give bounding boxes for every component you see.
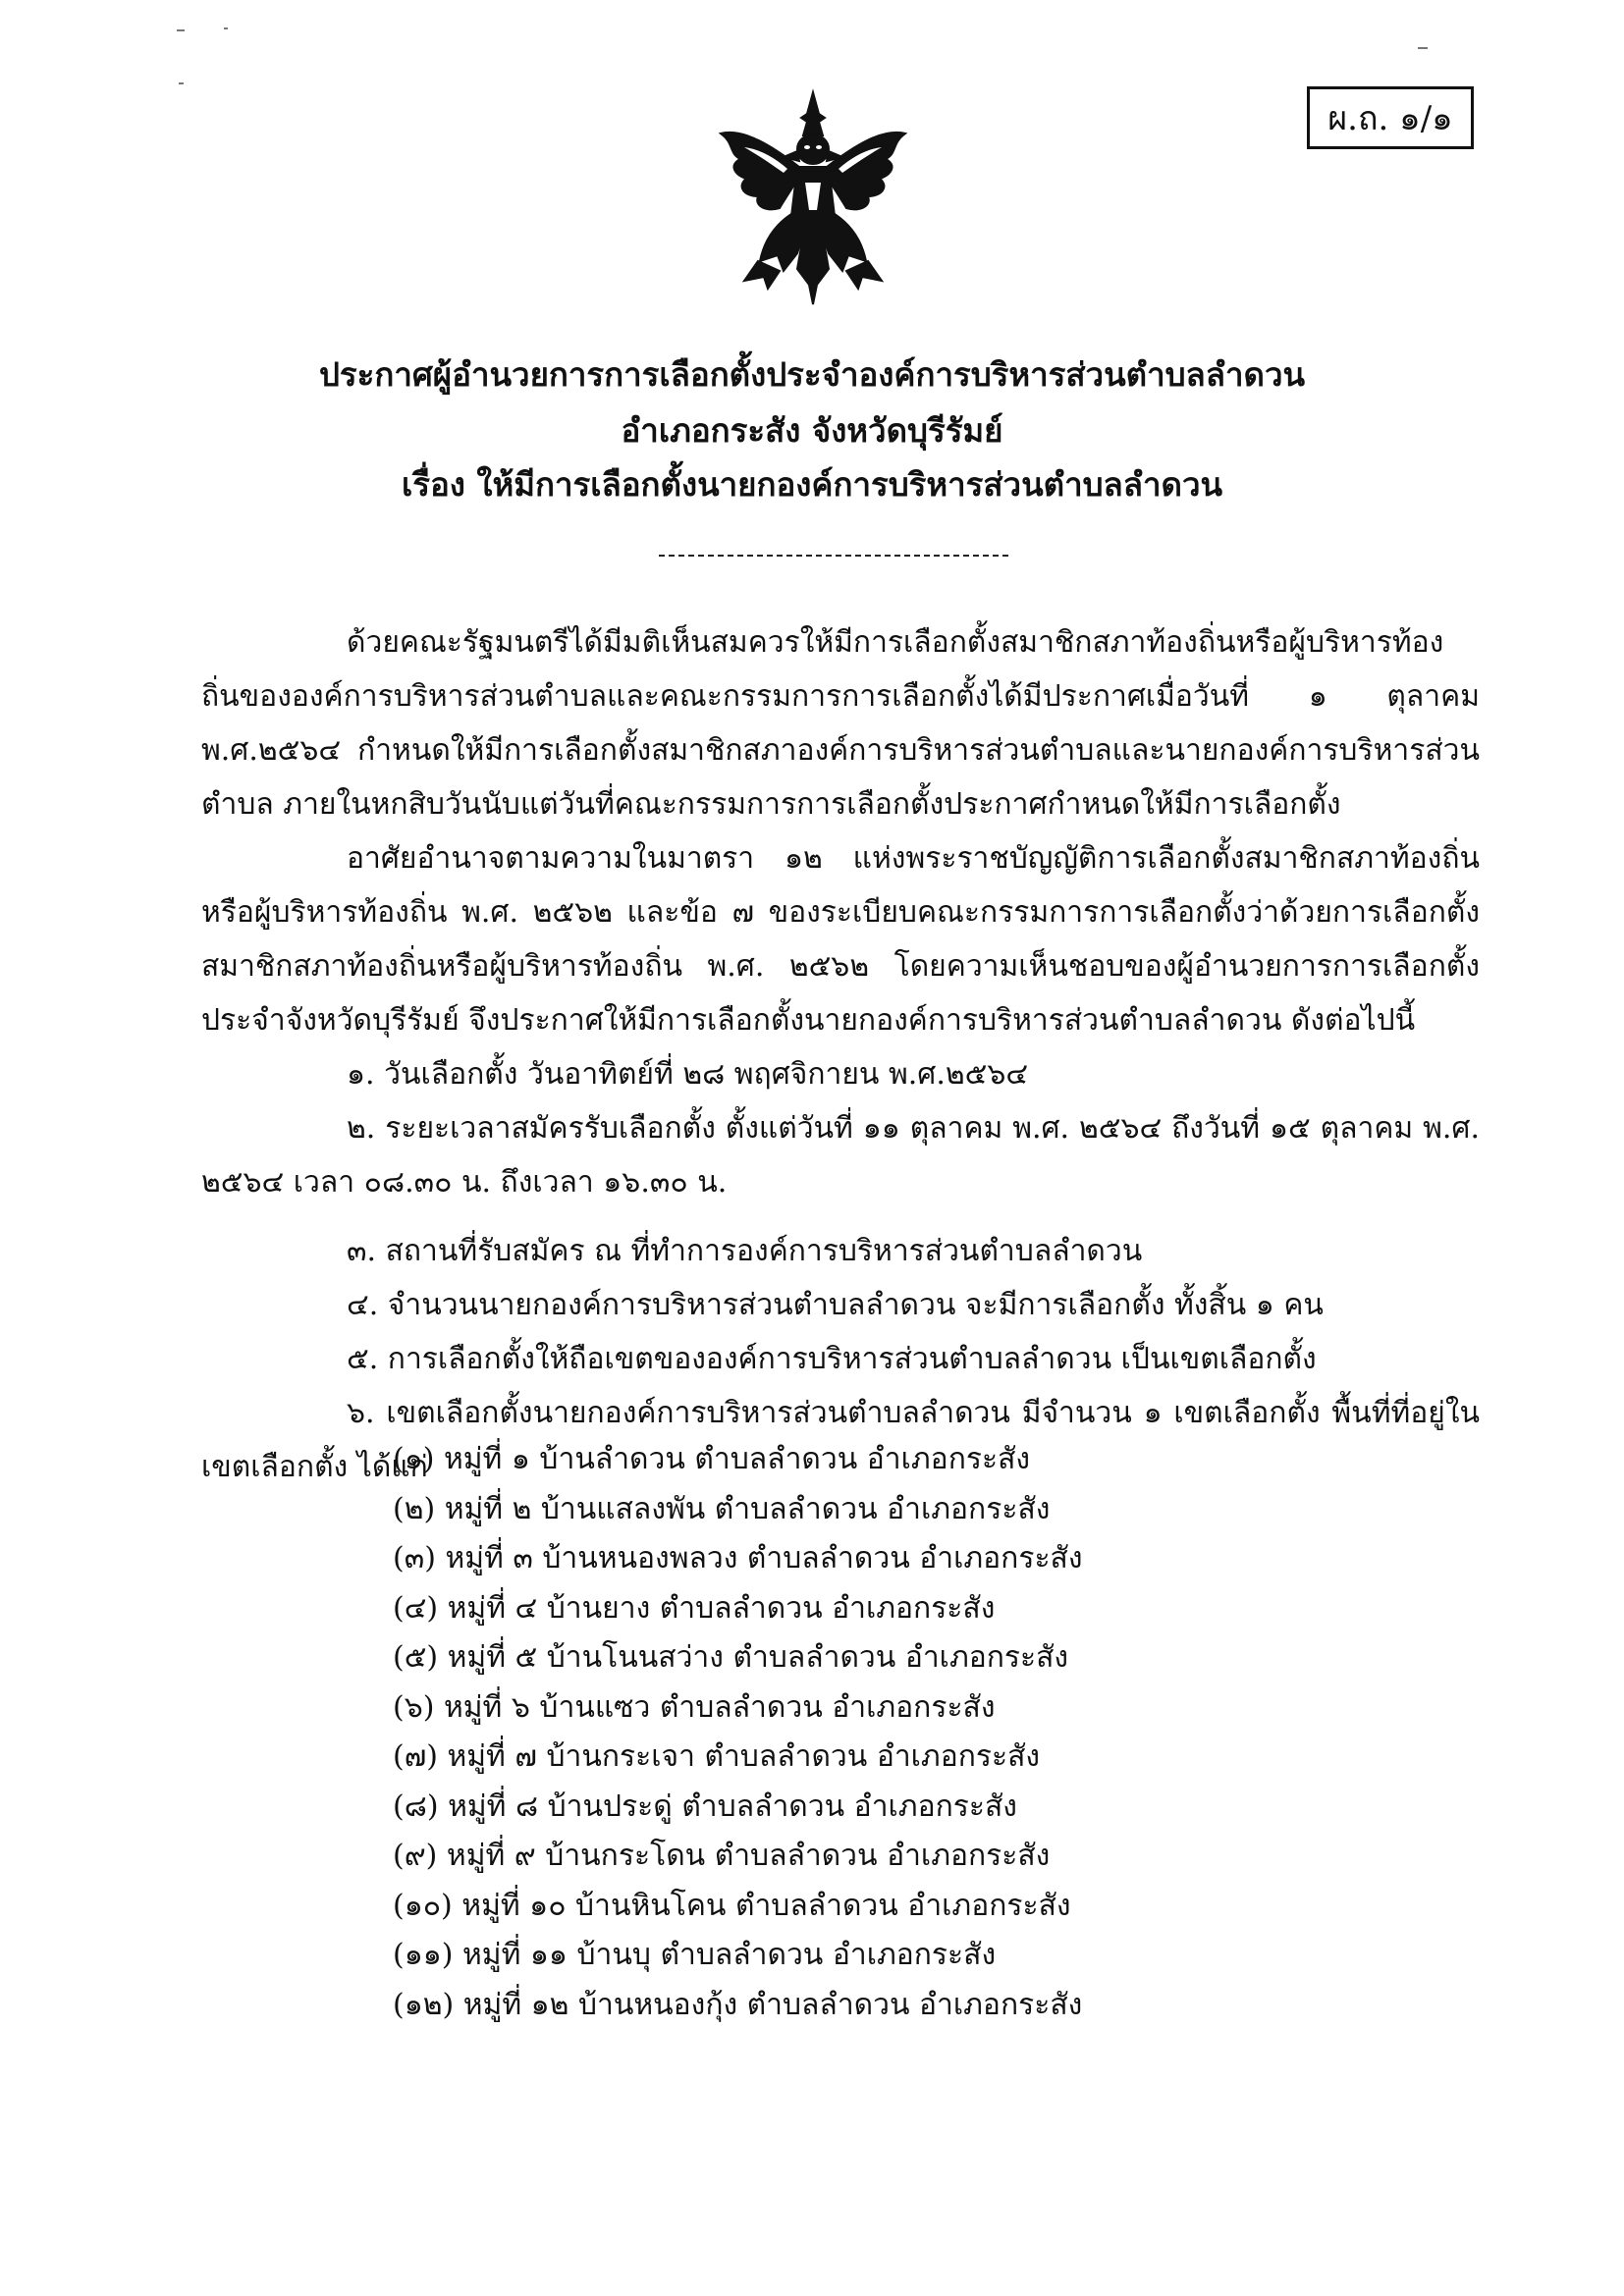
scan-speck [179,82,184,84]
list-item: (๙) หมู่ที่ ๙ บ้านกระโดน ตำบลลำดวน อำเภอกระสัง [393,1839,1051,1873]
item-constituency: ๕. การเลือกตั้งให้ถือเขตขององค์การบริหารส่วนตำบลลำดวน เป็นเขตเลือกตั้ง [347,1342,1317,1376]
list-item: (๒) หมู่ที่ ๒ บ้านแสลงพัน ตำบลลำดวน อำเภอกระสัง [393,1491,1051,1526]
form-code: ผ.ถ. ๑/๑ [1327,99,1453,138]
list-item: (๔) หมู่ที่ ๔ บ้านยาง ตำบลลำดวน อำเภอกระสัง [393,1590,996,1626]
list-item: (๑๐) หมู่ที่ ๑๐ บ้านหินโคน ตำบลลำดวน อำเภอกระสัง [393,1888,1071,1923]
list-item: (๗) หมู่ที่ ๗ บ้านกระเจา ตำบลลำดวน อำเภอกระสัง [393,1739,1041,1774]
scan-speck [1418,47,1428,49]
item-constituency-areas: ๖. เขตเลือกตั้งนายกองค์การบริหารส่วนตำบลลำดวน มีจำนวน ๑ เขตเลือกตั้ง พื้นที่ที่อยู่ในเขตเลือกตั้ง ได้แก่ [201,1396,1480,1484]
garuda-emblem-icon [715,88,911,306]
item-election-date: ๑. วันเลือกตั้ง วันอาทิตย์ที่ ๒๘ พฤศจิกายน พ.ศ.๒๕๖๔ [347,1057,1029,1092]
announcement-body [201,615,1480,1494]
item-application-location: ๓. สถานที่รับสมัคร ณ ที่ทำการองค์การบริหารส่วนตำบลลำดวน [347,1234,1143,1268]
preamble-paragraph: ด้วยคณะรัฐมนตรีได้มีมติเห็นสมควรให้มีการเลือกตั้งสมาชิกสภาท้องถิ่นหรือผู้บริหารท้องถิ่นขององค์การบริหารส่วนตำบลและคณะกรรมการการเลือกตั้งได้มีประกาศเมื่อวันที่ ๑ ตุลาคม พ.ศ.๒๕๖๔ กำหนดให้มีการเลือกตั้งสมาชิกสภาองค์การบริหารส่วนตำบลและนายกองค์การบริหารส่วนตำบล ภายในหกสิบวันนับแต่วันที่คณะกรรมการการเลือกตั้งประกาศกำหนดให้มีการเลือกตั้ง [201,625,1480,822]
scan-speck [177,29,185,31]
announcement-title-line2: อำเภอกระสัง จังหวัดบุรีรัมย์ [621,411,1003,450]
list-item: (๖) หมู่ที่ ๖ บ้านแซว ตำบลลำดวน อำเภอกระสัง [393,1689,996,1725]
item-application-period: ๒. ระยะเวลาสมัครรับเลือกตั้ง ตั้งแต่วันที่ ๑๑ ตุลาคม พ.ศ. ๒๕๖๔ ถึงวันที่ ๑๕ ตุลาคม พ.ศ. ๒๕๖๔ เวลา ๐๘.๓๐ น. ถึงเวลา ๑๖.๓๐ น. [201,1111,1480,1200]
list-item: (๕) หมู่ที่ ๕ บ้านโนนสว่าง ตำบลลำดวน อำเภอกระสัง [393,1640,1069,1675]
item-number-of-positions: ๔. จำนวนนายกองค์การบริหารส่วนตำบลลำดวน จะมีการเลือกตั้ง ทั้งสิ้น ๑ คน [347,1288,1324,1322]
announcement-title-line1: ประกาศผู้อำนวยการการเลือกตั้งประจำองค์การบริหารส่วนตำบลลำดวน [318,355,1306,394]
list-item: (๘) หมู่ที่ ๘ บ้านประดู่ ตำบลลำดวน อำเภอกระสัง [393,1789,1017,1824]
scan-speck [224,27,228,29]
list-item: (๓) หมู่ที่ ๓ บ้านหนองพลวง ตำบลลำดวน อำเภอกระสัง [393,1541,1083,1575]
list-item: (๑) หมู่ที่ ๑ บ้านลำดวน ตำบลลำดวน อำเภอกระสัง [393,1442,1031,1476]
form-code-box [1307,86,1474,149]
village-list [393,1435,1473,2030]
list-item: (๑๒) หมู่ที่ ๑๒ บ้านหนองกุ้ง ตำบลลำดวน อำเภอกระสัง [393,1987,1083,2022]
title-divider [659,555,1008,557]
authority-paragraph: อาศัยอำนาจตามความในมาตรา ๑๒ แห่งพระราชบัญญัติการเลือกตั้งสมาชิกสภาท้องถิ่นหรือผู้บริหารท้องถิ่น พ.ศ. ๒๕๖๒ และข้อ ๗ ของระเบียบคณะกรรมการการเลือกตั้งว่าด้วยการเลือกตั้งสมาชิกสภาท้องถิ่นหรือผู้บริหารท้องถิ่น พ.ศ. ๒๕๖๒ โดยความเห็นชอบของผู้อำนวยการการเลือกตั้งประจำจังหวัดบุรีรัมย์ จึงประกาศให้มีการเลือกตั้งนายกองค์การบริหารส่วนตำบลลำดวน ดังต่อไปนี้ [201,841,1480,1038]
list-item: (๑๑) หมู่ที่ ๑๑ บ้านบุ ตำบลลำดวน อำเภอกระสัง [393,1938,997,1972]
announcement-subject: เรื่อง ให้มีการเลือกตั้งนายกองค์การบริหารส่วนตำบลลำดวน [401,465,1223,504]
